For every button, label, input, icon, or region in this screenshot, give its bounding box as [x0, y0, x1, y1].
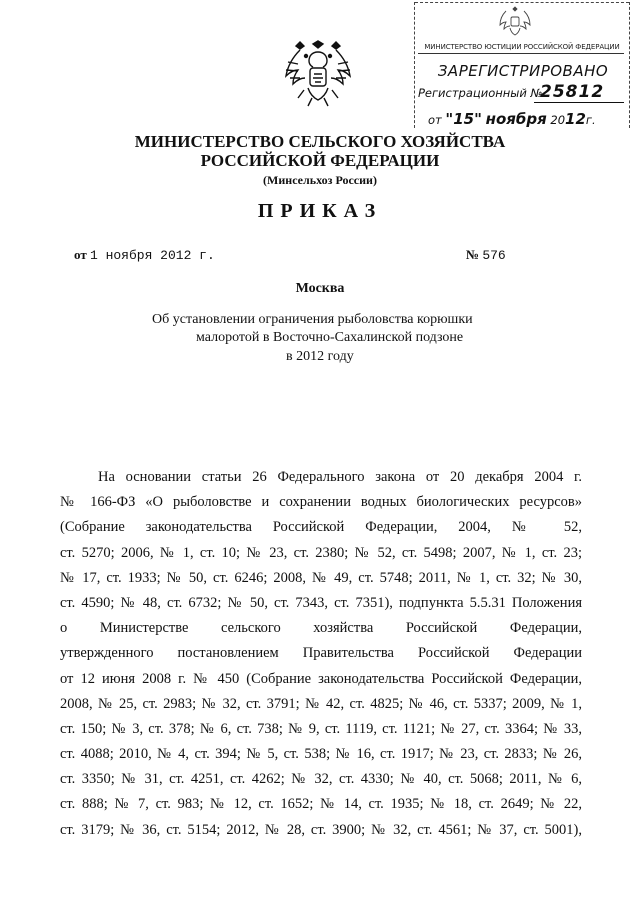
stamp-date [428, 110, 596, 128]
state-emblem-icon [282, 40, 354, 108]
stamp-status: ЗАРЕГИСТРИРОВАНО [437, 62, 609, 80]
body-line: ст. 4590; № 48, ст. 6732; № 50, ст. 7343, ст. 7351), подпункта 5.5.31 Положения [60, 594, 582, 611]
registration-stamp [414, 2, 632, 130]
order-city: Москва [295, 281, 345, 296]
order-number [466, 247, 506, 263]
body-line: 2008, № 25, ст. 2983; № 32, ст. 3791; № 42, ст. 4825; № 46, ст. 5337; 2009, № 1, [60, 695, 582, 712]
body-line: № 166-ФЗ «О рыболовстве и сохранении водных биологических ресурсов» [60, 494, 582, 511]
ministry-name-line2: РОССИЙСКОЙ ФЕДЕРАЦИИ [200, 151, 440, 170]
order-date-value: 1 ноября 2012 г. [89, 248, 215, 263]
stamp-date-month: ноября [485, 110, 547, 128]
order-subject-line: малоротой в Восточно-Сахалинской подзоне [196, 330, 464, 345]
body-line: о Министерстве сельского хозяйства Российской Федерации, [60, 620, 582, 637]
document-type-title: ПРИКАЗ [257, 200, 383, 222]
order-subject-line: Об установлении ограничения рыболовства корюшки [152, 312, 473, 327]
stamp-date-year-prefix: 20 [550, 113, 566, 127]
stamp-emblem-icon [498, 6, 532, 38]
body-line: ст. 4088; 2010, № 4, ст. 394; № 5, ст. 538; № 16, ст. 1917; № 23, ст. 2833; № 26, [60, 746, 582, 763]
order-body [60, 465, 582, 843]
stamp-date-prefix: от [428, 113, 442, 127]
body-line: ст. 5270; 2006, № 1, ст. 10; № 23, ст. 2380; № 52, ст. 5498; 2007, № 1, ст. 23; [60, 544, 582, 561]
body-line: № 17, ст. 1933; № 50, ст. 6246; 2008, № 49, ст. 5748; 2011, № 1, ст. 32; № 30, [60, 569, 582, 586]
ministry-name-line1: МИНИСТЕРСТВО СЕЛЬСКОГО ХОЗЯЙСТВА [134, 132, 506, 151]
stamp-divider [418, 53, 624, 54]
body-line: ст. 3350; № 31, ст. 4251, ст. 4262; № 32, ст. 4330; № 40, ст. 5068; 2011, № 6, [60, 771, 582, 788]
body-line: утвержденного постановлением Правительства Российской Федерации [60, 645, 582, 662]
body-line: (Собрание законодательства Российской Федерации, 2004, № 52, [60, 519, 582, 536]
order-number-value: 576 [482, 248, 506, 263]
body-line: ст. 150; № 3, ст. 378; № 6, ст. 738; № 9, ст. 1119, ст. 1121; № 27, ст. 3364; № 33, [60, 720, 582, 737]
ministry-short-name: (Минсельхоз России) [263, 173, 377, 187]
stamp-underline [534, 102, 624, 103]
stamp-reg-label: Регистрационный № [418, 86, 543, 100]
order-date [74, 247, 215, 263]
stamp-reg-number: 25812 [540, 82, 605, 102]
order-subject-line: в 2012 году [286, 349, 354, 364]
stamp-date-year-unit: г. [585, 113, 596, 127]
order-number-prefix: № [466, 247, 480, 262]
stamp-organization: МИНИСТЕРСТВО ЮСТИЦИИ РОССИЙСКОЙ ФЕДЕРАЦИИ [424, 43, 620, 51]
body-line: ст. 888; № 7, ст. 983; № 12, ст. 1652; № 14, ст. 1935; № 18, ст. 2649; № 22, [60, 796, 582, 813]
body-line: от 12 июня 2008 г. № 450 (Собрание законодательства Российской Федерации, [60, 670, 582, 687]
stamp-date-day: "15" [445, 110, 482, 128]
stamp-date-year-suffix: 12 [565, 110, 586, 128]
body-line: На основании статьи 26 Федерального закона от 20 декабря 2004 г. [98, 469, 582, 485]
order-date-prefix: от [74, 247, 87, 262]
body-line: ст. 3179; № 36, ст. 5154; 2012, № 28, ст. 3900; № 32, ст. 4561; № 37, ст. 5001), [60, 821, 582, 838]
